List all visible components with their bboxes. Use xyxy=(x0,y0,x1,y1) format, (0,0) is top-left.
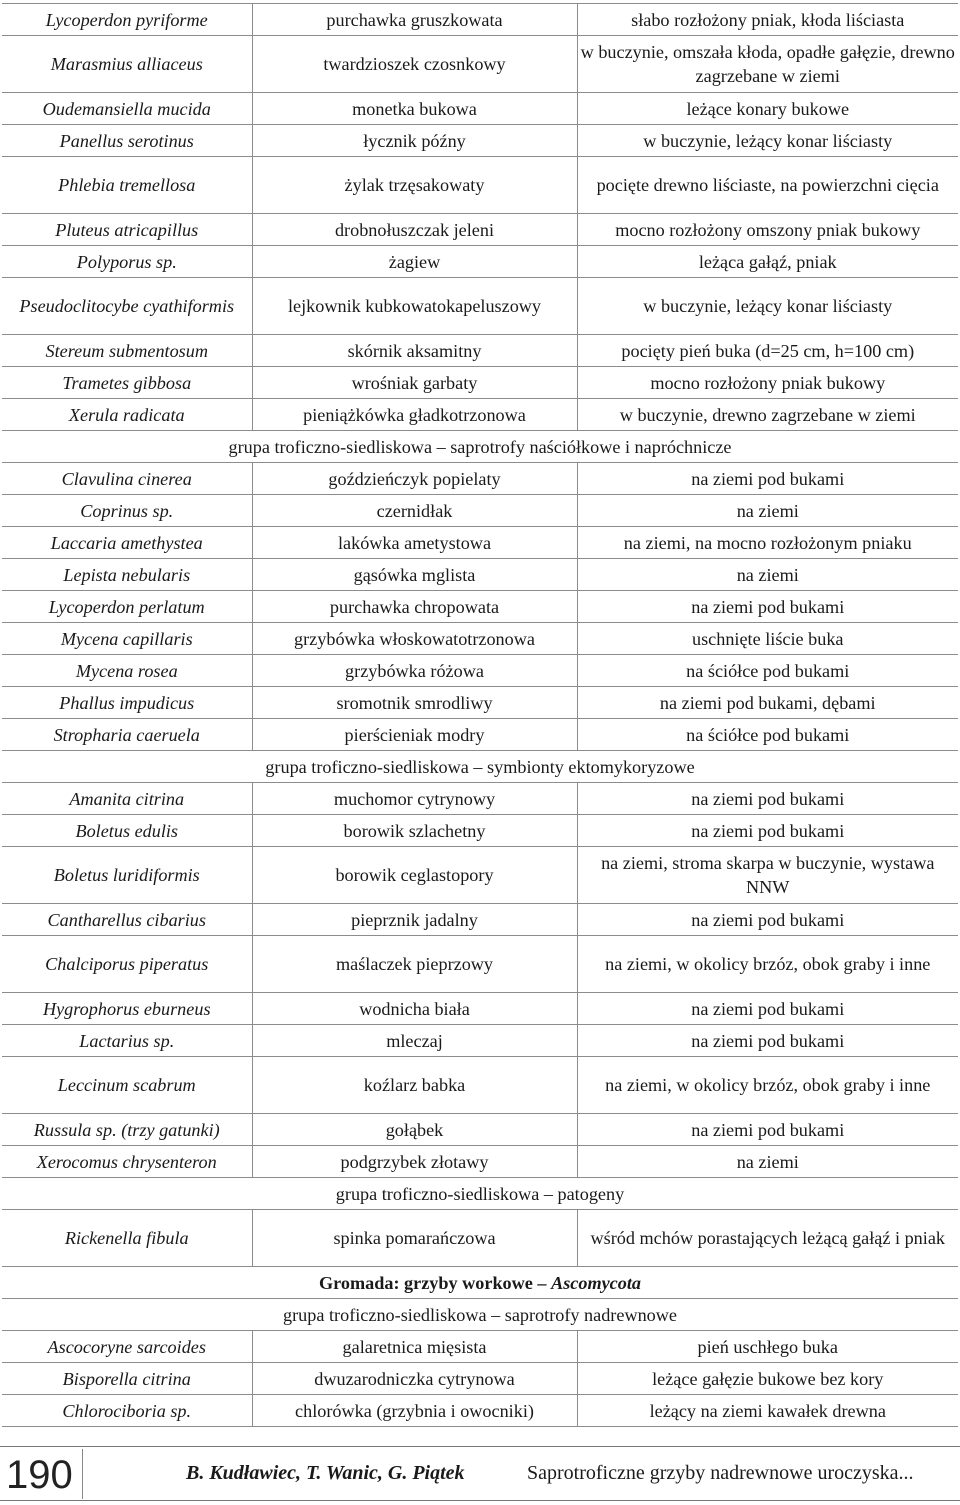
latin-name-cell: Mycena rosea xyxy=(2,655,252,687)
polish-name-cell: dwuzarodniczka cytrynowa xyxy=(252,1363,577,1395)
polish-name-cell: borowik szlachetny xyxy=(252,815,577,847)
polish-name-cell: pieprznik jadalny xyxy=(252,904,577,936)
table-row xyxy=(2,993,958,1025)
latin-name-cell: Trametes gibbosa xyxy=(2,367,252,399)
habitat-cell: słabo rozłożony pniak, kłoda liściasta xyxy=(577,4,958,36)
table-row xyxy=(2,278,958,335)
group-header-row xyxy=(2,431,958,463)
polish-name-cell: żylak trzęsakowaty xyxy=(252,157,577,214)
habitat-cell: na ziemi pod bukami xyxy=(577,591,958,623)
habitat-cell: na ziemi xyxy=(577,1146,958,1178)
table-row xyxy=(2,1057,958,1114)
habitat-cell: leżące konary bukowe xyxy=(577,93,958,125)
latin-name-cell: Oudemansiella mucida xyxy=(2,93,252,125)
polish-name-cell: lakówka ametystowa xyxy=(252,527,577,559)
polish-name-cell: muchomor cytrynowy xyxy=(252,783,577,815)
table-row xyxy=(2,591,958,623)
table-row xyxy=(2,1025,958,1057)
polish-name-cell: lejkownik kubkowatokapeluszowy xyxy=(252,278,577,335)
habitat-cell: na ziemi xyxy=(577,559,958,591)
species-table xyxy=(2,3,958,1427)
table-row xyxy=(2,623,958,655)
table-row xyxy=(2,93,958,125)
habitat-cell: na ziemi pod bukami, dębami xyxy=(577,687,958,719)
table-row xyxy=(2,655,958,687)
latin-name-cell: Panellus serotinus xyxy=(2,125,252,157)
habitat-cell: na ziemi pod bukami xyxy=(577,783,958,815)
polish-name-cell: goździeńczyk popielaty xyxy=(252,463,577,495)
table-row xyxy=(2,687,958,719)
footer-divider xyxy=(82,1449,83,1499)
habitat-cell: wśród mchów porastających leżącą gałąź i pniak xyxy=(577,1210,958,1267)
latin-name-cell: Amanita citrina xyxy=(2,783,252,815)
habitat-cell: na ziemi pod bukami xyxy=(577,463,958,495)
group-header: grupa troficzno-siedliskowa – patogeny xyxy=(2,1178,958,1210)
table-row xyxy=(2,904,958,936)
table-row xyxy=(2,157,958,214)
latin-name-cell: Hygrophorus eburneus xyxy=(2,993,252,1025)
habitat-cell: uschnięte liście buka xyxy=(577,623,958,655)
latin-name-cell: Phlebia tremellosa xyxy=(2,157,252,214)
habitat-cell: pocięty pień buka (d=25 cm, h=100 cm) xyxy=(577,335,958,367)
group-header-row xyxy=(2,751,958,783)
latin-name-cell: Lactarius sp. xyxy=(2,1025,252,1057)
division-header xyxy=(2,1267,958,1299)
latin-name-cell: Xerula radicata xyxy=(2,399,252,431)
table-row xyxy=(2,367,958,399)
habitat-cell: w buczynie, drewno zagrzebane w ziemi xyxy=(577,399,958,431)
latin-name-cell: Boletus edulis xyxy=(2,815,252,847)
habitat-cell: na ziemi pod bukami xyxy=(577,904,958,936)
polish-name-cell: gąsówka mglista xyxy=(252,559,577,591)
polish-name-cell: czernidłak xyxy=(252,495,577,527)
habitat-cell: na ziemi, w okolicy brzóz, obok graby i inne xyxy=(577,936,958,993)
group-header: grupa troficzno-siedliskowa – symbionty ektomykoryzowe xyxy=(2,751,958,783)
habitat-cell: pień uschłego buka xyxy=(577,1331,958,1363)
latin-name-cell: Bisporella citrina xyxy=(2,1363,252,1395)
table-row xyxy=(2,815,958,847)
polish-name-cell: grzybówka różowa xyxy=(252,655,577,687)
latin-name-cell: Xerocomus chrysenteron xyxy=(2,1146,252,1178)
habitat-cell: na ziemi pod bukami xyxy=(577,1114,958,1146)
polish-name-cell: wrośniak garbaty xyxy=(252,367,577,399)
division-prefix: Gromada: grzyby workowe – xyxy=(319,1272,552,1293)
latin-name-cell: Leccinum scabrum xyxy=(2,1057,252,1114)
table-row xyxy=(2,335,958,367)
latin-name-cell: Laccaria amethystea xyxy=(2,527,252,559)
polish-name-cell: twardzioszek czosnkowy xyxy=(252,36,577,93)
habitat-cell: na ziemi, na mocno rozłożonym pniaku xyxy=(577,527,958,559)
footer-title: Saprotroficzne grzyby nadrewnowe uroczyska... xyxy=(527,1462,914,1484)
polish-name-cell: chlorówka (grzybnia i owocniki) xyxy=(252,1395,577,1427)
latin-name-cell: Lycoperdon perlatum xyxy=(2,591,252,623)
polish-name-cell: purchawka chropowata xyxy=(252,591,577,623)
latin-name-cell: Lepista nebularis xyxy=(2,559,252,591)
polish-name-cell: pieniążkówka gładkotrzonowa xyxy=(252,399,577,431)
latin-name-cell: Lycoperdon pyriforme xyxy=(2,4,252,36)
habitat-cell: na ziemi pod bukami xyxy=(577,1025,958,1057)
latin-name-cell: Phallus impudicus xyxy=(2,687,252,719)
table-row xyxy=(2,36,958,93)
habitat-cell: mocno rozłożony pniak bukowy xyxy=(577,367,958,399)
habitat-cell: leżąca gałąź, pniak xyxy=(577,246,958,278)
polish-name-cell: maślaczek pieprzowy xyxy=(252,936,577,993)
polish-name-cell: pierścieniak modry xyxy=(252,719,577,751)
table-row xyxy=(2,1331,958,1363)
group-header-row xyxy=(2,1299,958,1331)
latin-name-cell: Chalciporus piperatus xyxy=(2,936,252,993)
polish-name-cell: sromotnik smrodliwy xyxy=(252,687,577,719)
table-row xyxy=(2,559,958,591)
table-row xyxy=(2,1395,958,1427)
table-row xyxy=(2,719,958,751)
habitat-cell: w buczynie, leżący konar liściasty xyxy=(577,125,958,157)
polish-name-cell: skórnik aksamitny xyxy=(252,335,577,367)
table-row xyxy=(2,463,958,495)
latin-name-cell: Pseudoclitocybe cyathiformis xyxy=(2,278,252,335)
habitat-cell: na ściółce pod bukami xyxy=(577,655,958,687)
habitat-cell: w buczynie, leżący konar liściasty xyxy=(577,278,958,335)
latin-name-cell: Clavulina cinerea xyxy=(2,463,252,495)
latin-name-cell: Chlorociboria sp. xyxy=(2,1395,252,1427)
polish-name-cell: purchawka gruszkowata xyxy=(252,4,577,36)
polish-name-cell: grzybówka włoskowatotrzonowa xyxy=(252,623,577,655)
table-row xyxy=(2,1114,958,1146)
table-row xyxy=(2,847,958,904)
polish-name-cell: borowik ceglastopory xyxy=(252,847,577,904)
latin-name-cell: Coprinus sp. xyxy=(2,495,252,527)
polish-name-cell: wodnicha biała xyxy=(252,993,577,1025)
habitat-cell: na ziemi xyxy=(577,495,958,527)
table-row xyxy=(2,936,958,993)
habitat-cell: na ściółce pod bukami xyxy=(577,719,958,751)
table-row xyxy=(2,783,958,815)
footer-top-rule xyxy=(0,1446,960,1447)
latin-name-cell: Cantharellus cibarius xyxy=(2,904,252,936)
latin-name-cell: Stereum submentosum xyxy=(2,335,252,367)
table-row xyxy=(2,1210,958,1267)
table-row xyxy=(2,1363,958,1395)
polish-name-cell: mleczaj xyxy=(252,1025,577,1057)
division-latin: Ascomycota xyxy=(551,1272,641,1293)
polish-name-cell: podgrzybek złotawy xyxy=(252,1146,577,1178)
latin-name-cell: Polyporus sp. xyxy=(2,246,252,278)
species-table-body xyxy=(2,4,958,1427)
table-row xyxy=(2,399,958,431)
latin-name-cell: Stropharia caeruela xyxy=(2,719,252,751)
table-row xyxy=(2,4,958,36)
table-row xyxy=(2,1146,958,1178)
habitat-cell: w buczynie, omszała kłoda, opadłe gałęzie, drewno zagrzebane w ziemi xyxy=(577,36,958,93)
latin-name-cell: Marasmius alliaceus xyxy=(2,36,252,93)
habitat-cell: leżące gałęzie bukowe bez kory xyxy=(577,1363,958,1395)
group-header: grupa troficzno-siedliskowa – saprotrofy nadrewnowe xyxy=(2,1299,958,1331)
latin-name-cell: Ascocoryne sarcoides xyxy=(2,1331,252,1363)
habitat-cell: na ziemi pod bukami xyxy=(577,815,958,847)
latin-name-cell: Mycena capillaris xyxy=(2,623,252,655)
table-row xyxy=(2,125,958,157)
division-header-row xyxy=(2,1267,958,1299)
footer-bottom-rule xyxy=(0,1500,960,1501)
latin-name-cell: Boletus luridiformis xyxy=(2,847,252,904)
polish-name-cell: łycznik późny xyxy=(252,125,577,157)
polish-name-cell: monetka bukowa xyxy=(252,93,577,125)
polish-name-cell: koźlarz babka xyxy=(252,1057,577,1114)
polish-name-cell: gołąbek xyxy=(252,1114,577,1146)
habitat-cell: mocno rozłożony omszony pniak bukowy xyxy=(577,214,958,246)
polish-name-cell: drobnołuszczak jeleni xyxy=(252,214,577,246)
polish-name-cell: żagiew xyxy=(252,246,577,278)
footer-authors: B. Kudławiec, T. Wanic, G. Piątek xyxy=(186,1462,465,1484)
habitat-cell: na ziemi, stroma skarpa w buczynie, wystawa NNW xyxy=(577,847,958,904)
habitat-cell: na ziemi, w okolicy brzóz, obok graby i inne xyxy=(577,1057,958,1114)
habitat-cell: pocięte drewno liściaste, na powierzchni cięcia xyxy=(577,157,958,214)
group-header-row xyxy=(2,1178,958,1210)
habitat-cell: leżący na ziemi kawałek drewna xyxy=(577,1395,958,1427)
polish-name-cell: galaretnica mięsista xyxy=(252,1331,577,1363)
table-row xyxy=(2,214,958,246)
table-row xyxy=(2,527,958,559)
table-row xyxy=(2,246,958,278)
page-number: 190 xyxy=(6,1453,73,1497)
group-header: grupa troficzno-siedliskowa – saprotrofy naściółkowe i napróchnicze xyxy=(2,431,958,463)
table-row xyxy=(2,495,958,527)
latin-name-cell: Pluteus atricapillus xyxy=(2,214,252,246)
polish-name-cell: spinka pomarańczowa xyxy=(252,1210,577,1267)
latin-name-cell: Russula sp. (trzy gatunki) xyxy=(2,1114,252,1146)
latin-name-cell: Rickenella fibula xyxy=(2,1210,252,1267)
habitat-cell: na ziemi pod bukami xyxy=(577,993,958,1025)
